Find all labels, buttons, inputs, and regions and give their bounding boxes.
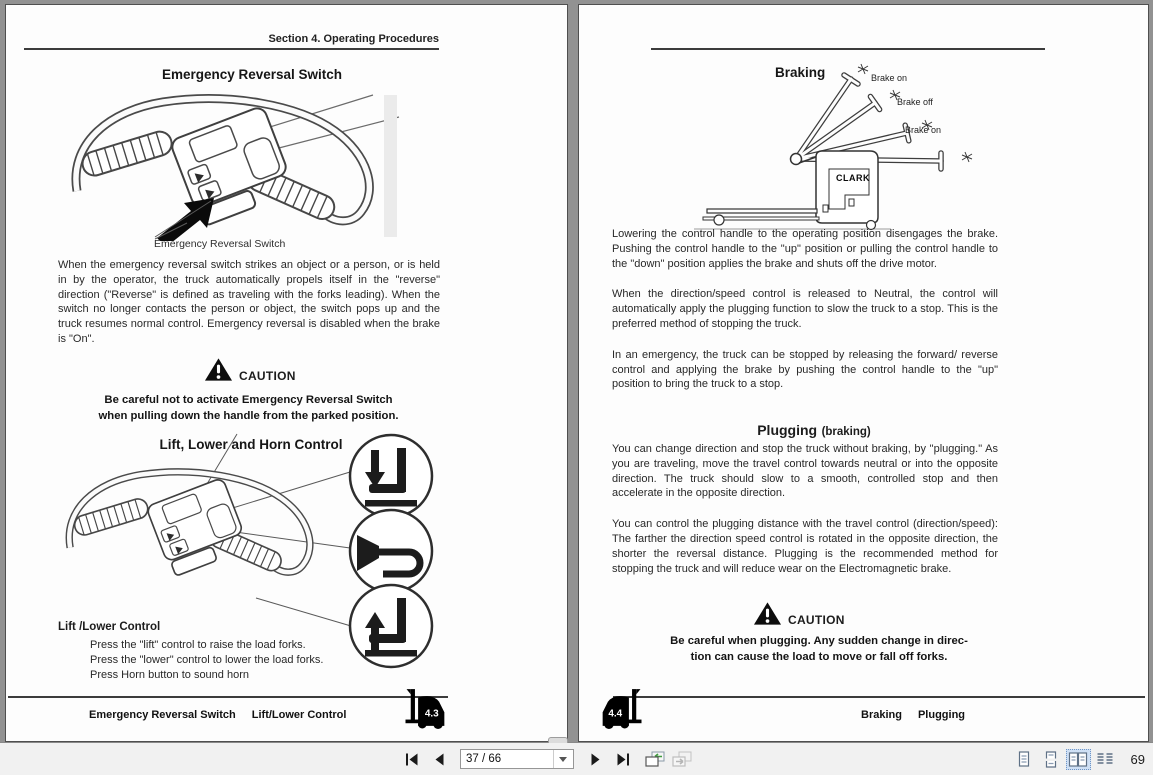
- caution-label: CAUTION: [239, 369, 296, 383]
- document-page-right: [578, 4, 1149, 742]
- caution-label: CAUTION: [788, 613, 845, 627]
- page-title: Braking: [775, 65, 826, 80]
- footer-rule: [613, 696, 1145, 698]
- lift-lower-heading: Lift /Lower Control: [58, 621, 161, 633]
- lift-lower-instructions: Press the "lift" control to raise the load forks. Press the "lower" control to lower the load forks. Press Horn button to sound horn: [90, 639, 324, 682]
- header-rule: [24, 48, 439, 50]
- two-page-continuous-icon: [1095, 751, 1115, 768]
- header-rule: [651, 48, 1045, 50]
- previous-page-icon: [434, 753, 445, 766]
- forklift-page-number-icon: [405, 687, 448, 729]
- warning-triangle-icon: [204, 357, 233, 383]
- caution-text: Be careful when plugging. Any sudden change in direc- tion can cause the load to move or fall off forks.: [670, 635, 968, 663]
- previous-page-button[interactable]: [429, 749, 449, 769]
- zoom-level-value: 69: [1130, 752, 1145, 767]
- brake-position-label: Brake on: [905, 125, 942, 135]
- footer-rule: [8, 696, 448, 698]
- footer-keywords: Emergency Reversal Switch Lift/Lower Control: [89, 709, 347, 721]
- svg-text:CLARK: CLARK: [836, 173, 870, 183]
- page-navigation-group: [402, 749, 692, 769]
- subsection-title: Lift, Lower and Horn Control: [159, 437, 343, 452]
- caution-heading: [204, 357, 296, 383]
- warning-triangle-icon: [753, 601, 782, 627]
- continuous-layout-button[interactable]: [1039, 749, 1064, 770]
- plugging-title: Plugging (braking): [757, 422, 871, 438]
- page-number-combo: [460, 749, 574, 769]
- next-view-icon: [672, 751, 692, 768]
- first-page-button[interactable]: [402, 749, 422, 769]
- braking-paragraphs: Lowering the control handle to the operating position disengages the brake. Pushing the control handle to the "up" position or pulling the control handle to the "down" position applies the brake and shuts off the drive motor. When the direction/speed control is released to Neutral, the control will automatically apply the plugging function to slow the truck to a stop. This is the preferred method of stopping the truck. In an emergency, the truck can be stopped by releasing the forward/ reverse control and applying the brake by pushing the control handle to the "up" position to bring the truck to a stop.: [612, 228, 998, 391]
- next-page-icon: [590, 753, 601, 766]
- pallet-truck-braking-illustration: [679, 57, 989, 237]
- caution-heading: [753, 601, 845, 627]
- single-page-layout-button[interactable]: [1012, 749, 1037, 770]
- tiller-handle-illustration: [61, 89, 406, 241]
- first-page-icon: [405, 753, 420, 766]
- brake-position-label: Brake off: [897, 97, 933, 107]
- forklift-page-number-icon: [599, 687, 642, 729]
- scan-artifact-band: [384, 95, 397, 237]
- toolbar-handle[interactable]: [548, 737, 568, 743]
- section-header: Section 4. Operating Procedures: [268, 33, 439, 45]
- lift-control-icon: [350, 585, 432, 667]
- combo-dropdown-button[interactable]: [553, 750, 571, 768]
- svg-text:4.3: 4.3: [424, 708, 439, 720]
- next-page-button[interactable]: [585, 749, 605, 769]
- caution-text: Be careful not to activate Emergency Reversal Switch when pulling down the handle from the parked position.: [98, 394, 399, 422]
- footer-keywords: Braking Plugging: [861, 709, 966, 721]
- last-page-button[interactable]: [612, 749, 632, 769]
- page-number-input[interactable]: [461, 750, 553, 768]
- single-page-icon: [1016, 751, 1032, 768]
- viewer-toolbar: [0, 742, 1153, 775]
- document-page-left: [5, 4, 568, 742]
- previous-view-icon: [645, 751, 665, 768]
- last-page-icon: [615, 753, 630, 766]
- horn-control-icon: [350, 510, 432, 592]
- previous-view-button[interactable]: [645, 749, 665, 769]
- next-view-button[interactable]: [672, 749, 692, 769]
- figure-caption: Emergency Reversal Switch: [154, 238, 286, 250]
- page-layout-group: [1010, 749, 1147, 770]
- two-page-icon: [1068, 751, 1088, 768]
- two-page-layout-button[interactable]: [1066, 749, 1091, 770]
- plugging-paragraphs: You can change direction and stop the truck without braking, by "plugging." As you are traveling, move the travel control towards neutral or into the opposite direction. The truck should slow to a smooth, controlled stop and then accelerate in the opposite direction. You can control the plugging distance with the travel control (direction/speed): The farther the direction speed control is rotated in the opposite direction, the shorter the reversal distance. Plugging is the recommended method for stopping the truck and will reduce wear on the Electromagnetic brake.: [612, 443, 998, 575]
- brake-position-label: Brake on: [871, 73, 908, 83]
- page-title: Emergency Reversal Switch: [161, 67, 343, 82]
- svg-text:4.4: 4.4: [608, 708, 623, 720]
- two-page-continuous-layout-button[interactable]: [1093, 749, 1118, 770]
- chevron-down-icon: [559, 757, 567, 762]
- lower-control-icon: [350, 435, 432, 517]
- body-paragraph: When the emergency reversal switch strikes an object or a person, or is held in by the operator, the truck automatically propels itself in the "reverse" direction ("Reverse" is deﬁned as traveling with the forks leading). When the switch no longer contacts the person or object, the switch pops up and the truck resumes normal control. Emergency reversal is disabled when the brake is "On".: [58, 259, 440, 345]
- continuous-page-icon: [1043, 751, 1059, 768]
